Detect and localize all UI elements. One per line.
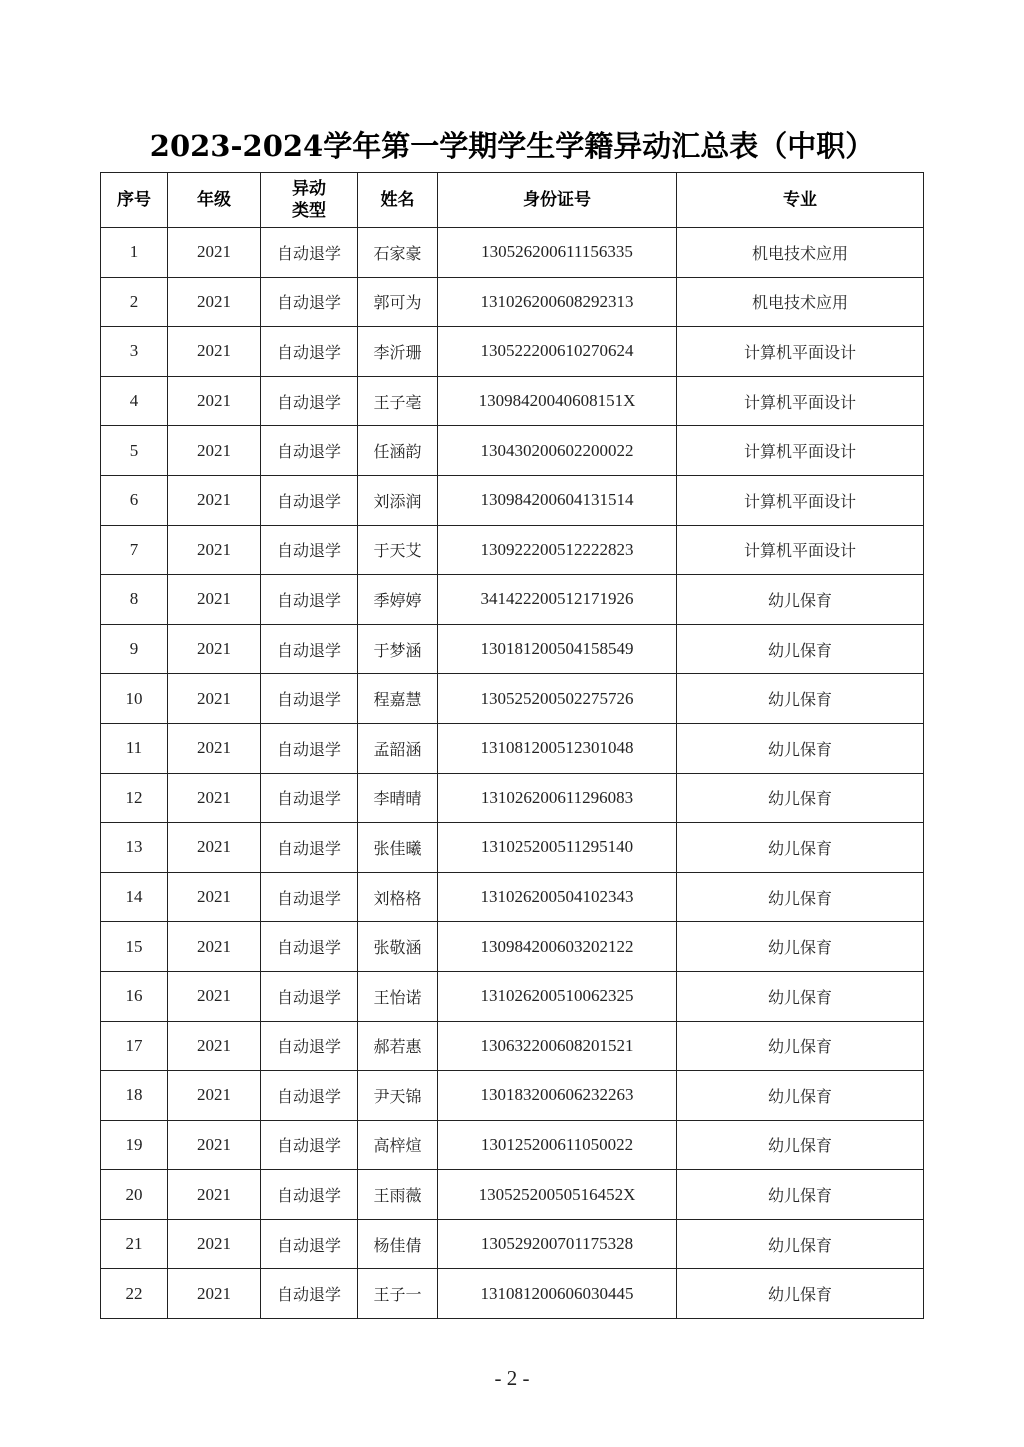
cell-id-number: 130922200512222823: [438, 525, 677, 575]
cell-index: 1: [101, 228, 168, 278]
cell-index: 7: [101, 525, 168, 575]
table-row: [101, 773, 924, 823]
cell-name: 高梓煊: [358, 1120, 438, 1170]
cell-major: 计算机平面设计: [677, 525, 924, 575]
cell-index: 8: [101, 575, 168, 625]
cell-index: 17: [101, 1021, 168, 1071]
cell-major: 计算机平面设计: [677, 426, 924, 476]
cell-grade: 2021: [168, 327, 261, 377]
cell-name: 于梦涵: [358, 624, 438, 674]
cell-change-type: 自动退学: [261, 228, 358, 278]
cell-grade: 2021: [168, 525, 261, 575]
table-row: [101, 674, 924, 724]
table-row: [101, 1021, 924, 1071]
cell-grade: 2021: [168, 426, 261, 476]
cell-id-number: 130125200611050022: [438, 1120, 677, 1170]
table-row: [101, 575, 924, 625]
cell-major: 幼儿保育: [677, 575, 924, 625]
cell-id-number: 131025200511295140: [438, 823, 677, 873]
cell-change-type: 自动退学: [261, 1269, 358, 1319]
cell-id-number: 130525200502275726: [438, 674, 677, 724]
cell-grade: 2021: [168, 475, 261, 525]
cell-grade: 2021: [168, 773, 261, 823]
cell-grade: 2021: [168, 872, 261, 922]
table-row: [101, 823, 924, 873]
cell-change-type: 自动退学: [261, 971, 358, 1021]
cell-name: 王子一: [358, 1269, 438, 1319]
cell-id-number: 130181200504158549: [438, 624, 677, 674]
cell-major: 幼儿保育: [677, 773, 924, 823]
cell-change-type: 自动退学: [261, 1120, 358, 1170]
cell-major: 幼儿保育: [677, 922, 924, 972]
table-row: [101, 228, 924, 278]
cell-grade: 2021: [168, 624, 261, 674]
cell-index: 16: [101, 971, 168, 1021]
cell-index: 3: [101, 327, 168, 377]
student-status-change-table: [100, 172, 924, 1319]
cell-change-type: 自动退学: [261, 277, 358, 327]
cell-major: 幼儿保育: [677, 674, 924, 724]
cell-name: 于天艾: [358, 525, 438, 575]
cell-grade: 2021: [168, 1269, 261, 1319]
cell-grade: 2021: [168, 922, 261, 972]
cell-id-number: 131081200512301048: [438, 723, 677, 773]
cell-index: 20: [101, 1170, 168, 1220]
cell-major: 幼儿保育: [677, 1071, 924, 1121]
cell-change-type: 自动退学: [261, 1219, 358, 1269]
cell-change-type: 自动退学: [261, 773, 358, 823]
cell-index: 18: [101, 1071, 168, 1121]
cell-index: 19: [101, 1120, 168, 1170]
cell-grade: 2021: [168, 575, 261, 625]
cell-major: 幼儿保育: [677, 1269, 924, 1319]
cell-grade: 2021: [168, 376, 261, 426]
cell-name: 任涵韵: [358, 426, 438, 476]
cell-name: 张敬涵: [358, 922, 438, 972]
cell-index: 14: [101, 872, 168, 922]
cell-name: 季婷婷: [358, 575, 438, 625]
cell-index: 22: [101, 1269, 168, 1319]
table-body: [101, 228, 924, 1319]
table-row: [101, 376, 924, 426]
cell-grade: 2021: [168, 1021, 261, 1071]
cell-index: 11: [101, 723, 168, 773]
cell-major: 计算机平面设计: [677, 376, 924, 426]
cell-change-type: 自动退学: [261, 872, 358, 922]
table-row: [101, 327, 924, 377]
cell-change-type: 自动退学: [261, 1021, 358, 1071]
cell-id-number: 131026200608292313: [438, 277, 677, 327]
cell-change-type: 自动退学: [261, 475, 358, 525]
cell-index: 6: [101, 475, 168, 525]
cell-id-number: 130984200603202122: [438, 922, 677, 972]
cell-major: 幼儿保育: [677, 872, 924, 922]
cell-id-number: 130526200611156335: [438, 228, 677, 278]
header-index: 序号: [101, 173, 168, 228]
cell-name: 郝若惠: [358, 1021, 438, 1071]
cell-id-number: 13052520050516452X: [438, 1170, 677, 1220]
header-grade: 年级: [168, 173, 261, 228]
cell-id-number: 13098420040608151X: [438, 376, 677, 426]
cell-major: 幼儿保育: [677, 723, 924, 773]
table-row: [101, 1219, 924, 1269]
cell-index: 5: [101, 426, 168, 476]
cell-id-number: 130632200608201521: [438, 1021, 677, 1071]
cell-name: 刘格格: [358, 872, 438, 922]
cell-id-number: 130984200604131514: [438, 475, 677, 525]
cell-id-number: 131081200606030445: [438, 1269, 677, 1319]
cell-index: 15: [101, 922, 168, 972]
table-row: [101, 971, 924, 1021]
cell-id-number: 130529200701175328: [438, 1219, 677, 1269]
table-header-row: [101, 173, 924, 228]
cell-change-type: 自动退学: [261, 922, 358, 972]
cell-major: 机电技术应用: [677, 277, 924, 327]
cell-grade: 2021: [168, 277, 261, 327]
cell-name: 李沂珊: [358, 327, 438, 377]
table-row: [101, 1170, 924, 1220]
cell-change-type: 自动退学: [261, 376, 358, 426]
cell-change-type: 自动退学: [261, 575, 358, 625]
cell-major: 幼儿保育: [677, 971, 924, 1021]
cell-id-number: 131026200510062325: [438, 971, 677, 1021]
table-row: [101, 1071, 924, 1121]
table-row: [101, 723, 924, 773]
cell-index: 13: [101, 823, 168, 873]
header-change-type: [261, 173, 358, 228]
cell-id-number: 131026200504102343: [438, 872, 677, 922]
cell-index: 4: [101, 376, 168, 426]
cell-index: 21: [101, 1219, 168, 1269]
header-change-type-line1: 异动: [292, 179, 326, 199]
cell-id-number: 130522200610270624: [438, 327, 677, 377]
cell-id-number: 130430200602200022: [438, 426, 677, 476]
cell-grade: 2021: [168, 1219, 261, 1269]
table-row: [101, 624, 924, 674]
cell-id-number: 130183200606232263: [438, 1071, 677, 1121]
cell-name: 尹天锦: [358, 1071, 438, 1121]
cell-grade: 2021: [168, 723, 261, 773]
cell-major: 幼儿保育: [677, 1021, 924, 1071]
cell-index: 10: [101, 674, 168, 724]
header-change-type-line2: 类型: [292, 201, 326, 221]
cell-grade: 2021: [168, 228, 261, 278]
cell-change-type: 自动退学: [261, 723, 358, 773]
cell-major: 幼儿保育: [677, 624, 924, 674]
cell-name: 程嘉慧: [358, 674, 438, 724]
header-name: 姓名: [358, 173, 438, 228]
page-number: - 2 -: [494, 1366, 530, 1390]
cell-name: 王子亳: [358, 376, 438, 426]
cell-grade: 2021: [168, 1170, 261, 1220]
table-row: [101, 1269, 924, 1319]
cell-id-number: 131026200611296083: [438, 773, 677, 823]
document-title: 2023-2024学年第一学期学生学籍异动汇总表（中职）: [149, 129, 875, 163]
cell-change-type: 自动退学: [261, 674, 358, 724]
cell-major: 幼儿保育: [677, 1120, 924, 1170]
cell-grade: 2021: [168, 823, 261, 873]
cell-index: 12: [101, 773, 168, 823]
table-row: [101, 872, 924, 922]
cell-index: 2: [101, 277, 168, 327]
cell-change-type: 自动退学: [261, 327, 358, 377]
table-row: [101, 525, 924, 575]
cell-grade: 2021: [168, 674, 261, 724]
cell-grade: 2021: [168, 1120, 261, 1170]
cell-grade: 2021: [168, 1071, 261, 1121]
cell-major: 幼儿保育: [677, 823, 924, 873]
cell-id-number: 341422200512171926: [438, 575, 677, 625]
table-row: [101, 475, 924, 525]
cell-change-type: 自动退学: [261, 525, 358, 575]
cell-name: 孟韶涵: [358, 723, 438, 773]
cell-index: 9: [101, 624, 168, 674]
cell-change-type: 自动退学: [261, 1071, 358, 1121]
cell-name: 刘添润: [358, 475, 438, 525]
cell-change-type: 自动退学: [261, 1170, 358, 1220]
header-id-number: 身份证号: [438, 173, 677, 228]
cell-change-type: 自动退学: [261, 624, 358, 674]
cell-name: 李晴晴: [358, 773, 438, 823]
cell-major: 机电技术应用: [677, 228, 924, 278]
table-row: [101, 922, 924, 972]
cell-major: 幼儿保育: [677, 1170, 924, 1220]
table-row: [101, 426, 924, 476]
cell-name: 王怡诺: [358, 971, 438, 1021]
table-row: [101, 1120, 924, 1170]
cell-name: 杨佳倩: [358, 1219, 438, 1269]
cell-name: 张佳曦: [358, 823, 438, 873]
header-major: 专业: [677, 173, 924, 228]
cell-name: 王雨薇: [358, 1170, 438, 1220]
cell-major: 计算机平面设计: [677, 475, 924, 525]
cell-major: 计算机平面设计: [677, 327, 924, 377]
cell-name: 郭可为: [358, 277, 438, 327]
cell-change-type: 自动退学: [261, 823, 358, 873]
table-row: [101, 277, 924, 327]
cell-change-type: 自动退学: [261, 426, 358, 476]
cell-grade: 2021: [168, 971, 261, 1021]
cell-name: 石家豪: [358, 228, 438, 278]
cell-major: 幼儿保育: [677, 1219, 924, 1269]
